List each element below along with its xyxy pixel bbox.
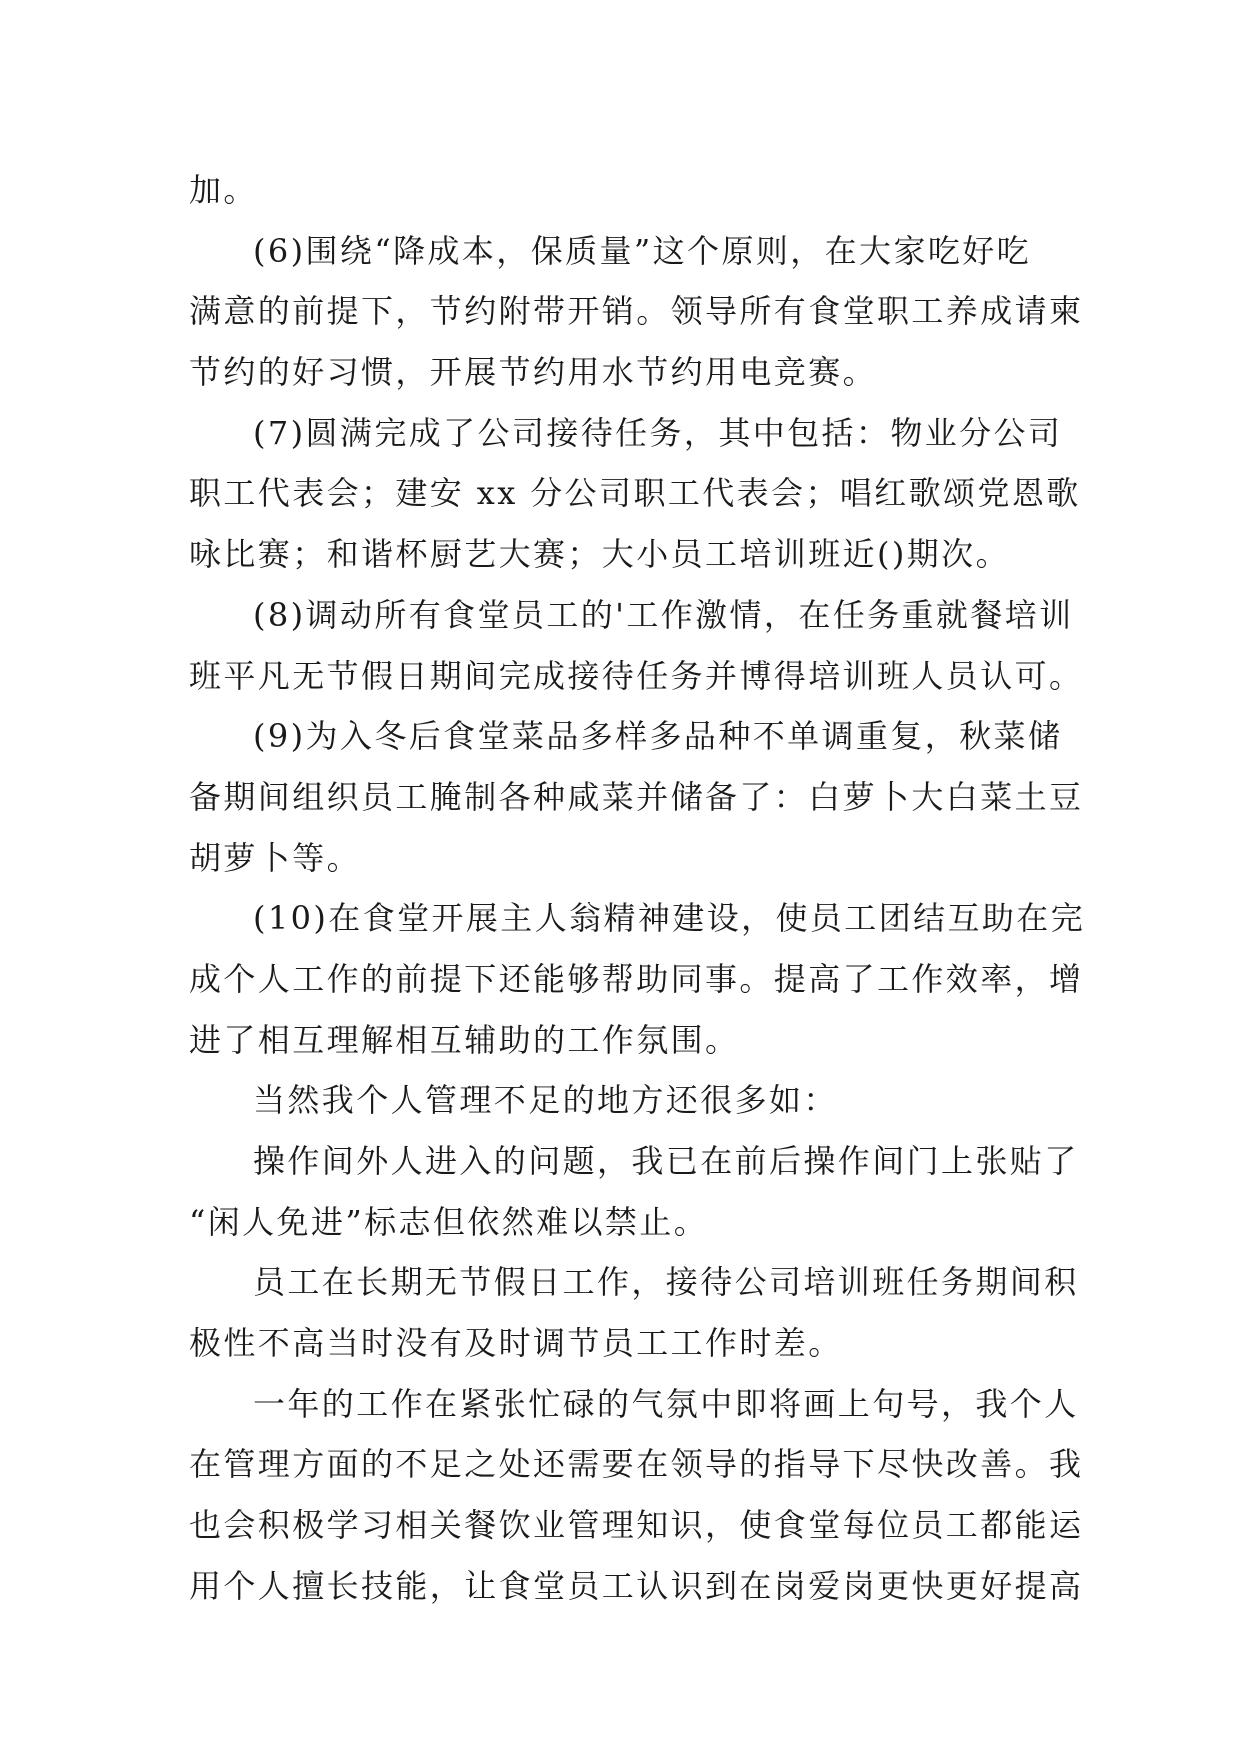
paragraph-start-line: (6)围绕“降成本，保质量”这个原则，在大家吃好吃 <box>253 231 1032 270</box>
body-text-line: “闲人免进”标志但依然难以禁止。 <box>189 1202 709 1241</box>
paragraph-start-line: (10)在食堂开展主人翁精神建设，使员工团结互助在完 <box>253 899 1086 938</box>
paragraph-start-line: 当然我个人管理不足的地方还很多如： <box>253 1081 838 1120</box>
paragraph-start-line: (8)调动所有食堂员工的'工作激情，在任务重就餐培训 <box>253 595 1074 634</box>
paragraph-start-line: 操作间外人进入的问题，我已在前后操作间门上张贴了 <box>253 1142 1079 1180</box>
body-text-line: 备期间组织员工腌制各种咸菜并储备了：白萝卜大白菜土豆 <box>189 777 1084 816</box>
body-text-line: 进了相互理解相互辅助的工作氛围。 <box>189 1020 740 1059</box>
paragraph-start-line: (7)圆满完成了公司接待任务，其中包括：物业分公司 <box>253 413 1063 452</box>
paragraph-start-line: 员工在长期无节假日工作，接待公司培训班任务期间积 <box>253 1263 1079 1302</box>
document-body <box>189 160 1086 1617</box>
body-text-line: 职工代表会；建安 xx 分公司职工代表会；唱红歌颂党恩歌 <box>189 474 1081 513</box>
body-text-line: 也会积极学习相关餐饮业管理知识，使食堂每位员工都能运 <box>189 1506 1084 1545</box>
body-text-line: 用个人擅长技能，让食堂员工认识到在岗爱岗更快更好提高 <box>189 1566 1084 1605</box>
body-text-line: 满意的前提下，节约附带开销。领导所有食堂职工养成请柬 <box>189 292 1084 331</box>
body-text-line: 成个人工作的前提下还能够帮助同事。提高了工作效率，增 <box>189 959 1084 998</box>
body-text-line: 胡萝卜等。 <box>189 838 362 877</box>
body-text-line: 咏比赛；和谐杯厨艺大赛；大小员工培训班近()期次。 <box>189 535 1010 574</box>
body-text-line: 班平凡无节假日期间完成接待任务并博得培训班人员认可。 <box>189 656 1084 695</box>
body-text-line: 在管理方面的不足之处还需要在领导的指导下尽快改善。我 <box>189 1445 1084 1484</box>
body-text-line: 节约的好习惯，开展节约用水节约用电竞赛。 <box>189 353 878 392</box>
paragraph-start-line: (9)为入冬后食堂菜品多样多品种不单调重复，秋菜储 <box>253 717 1063 756</box>
paragraph-start-line: 一年的工作在紧张忙碌的气氛中即将画上句号，我个人 <box>253 1384 1079 1423</box>
body-text-line: 加。 <box>189 171 258 209</box>
body-text-line: 极性不高当时没有及时调节员工工作时差。 <box>189 1324 843 1363</box>
